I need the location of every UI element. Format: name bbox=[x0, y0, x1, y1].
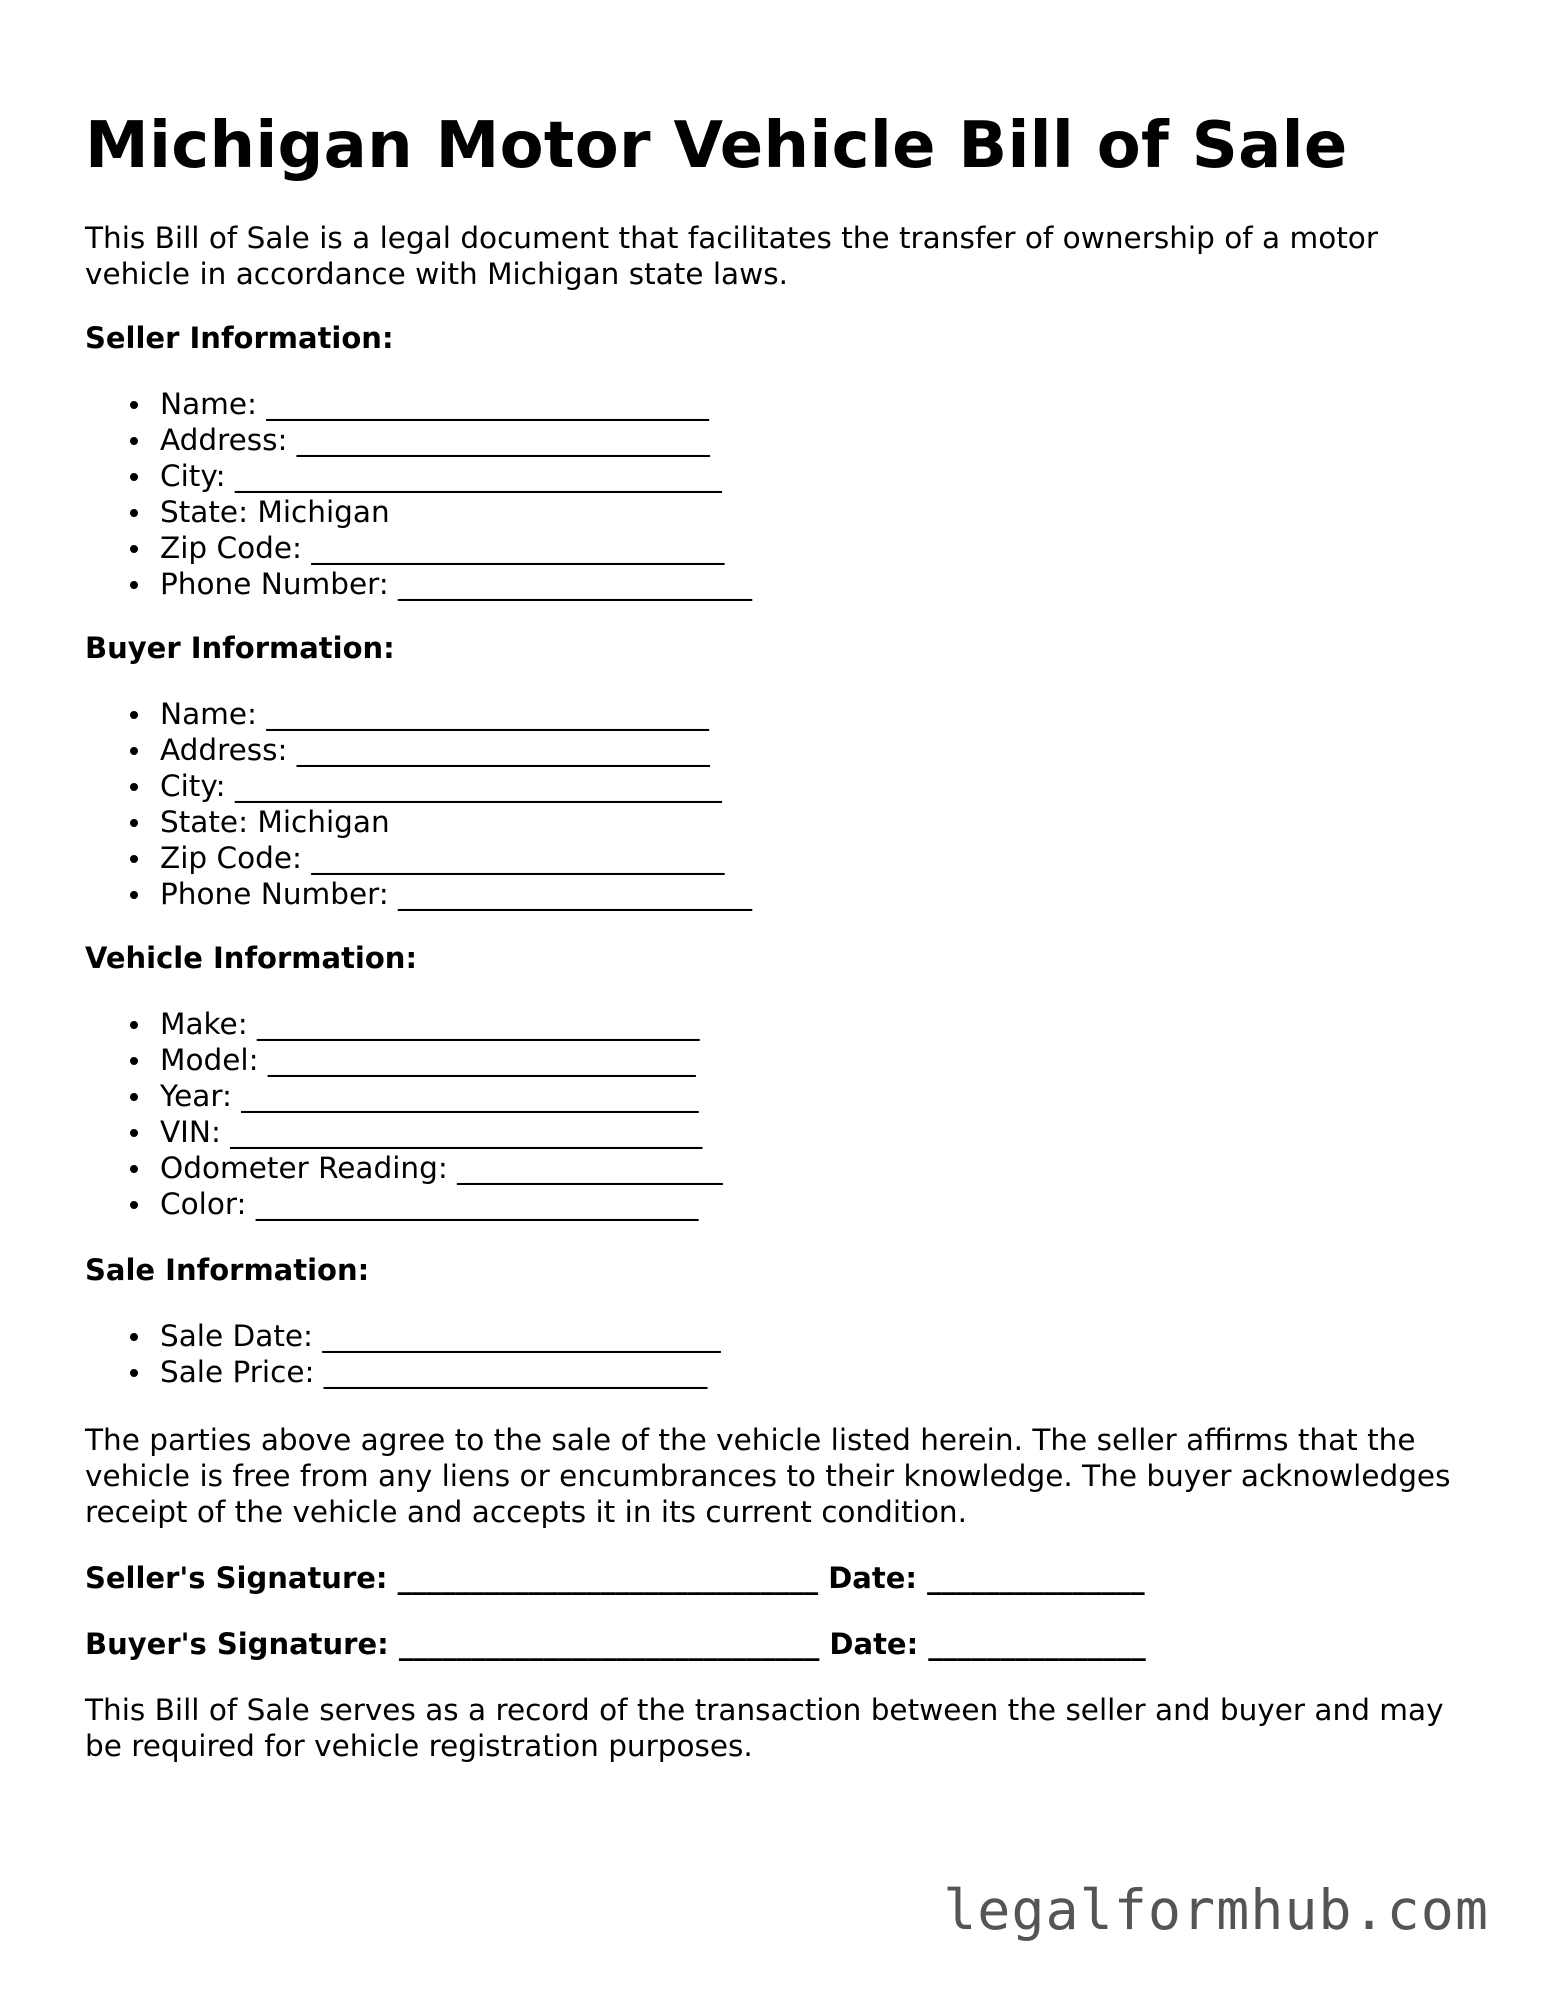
sale-date-field: Sale Date: ___________________________ bbox=[160, 1319, 721, 1353]
vehicle-odometer-field: Odometer Reading: __________________ bbox=[160, 1151, 723, 1185]
buyer-section-heading: Buyer Information: bbox=[85, 631, 395, 665]
buyer-address-field: Address: ____________________________ bbox=[160, 732, 752, 768]
vehicle-fields-list bbox=[85, 1006, 723, 1222]
vehicle-color-field: Color: ______________________________ bbox=[160, 1186, 723, 1222]
sale-price-field: Sale Price: __________________________ bbox=[160, 1354, 721, 1390]
seller-zip-field: Zip Code: ____________________________ bbox=[160, 530, 752, 566]
seller-signature-line: Seller's Signature: _____________________________ Date: _______________ bbox=[85, 1561, 1145, 1595]
vehicle-year-field: Year: _______________________________ bbox=[160, 1078, 723, 1114]
vehicle-model-field: Model: _____________________________ bbox=[160, 1042, 723, 1078]
seller-address-field: Address: ____________________________ bbox=[160, 422, 752, 458]
buyer-fields-list bbox=[85, 696, 752, 912]
seller-fields-list bbox=[85, 386, 752, 602]
buyer-signature-line: Buyer's Signature: _____________________________ Date: _______________ bbox=[85, 1627, 1146, 1661]
seller-name-field: Name: ______________________________ bbox=[160, 386, 752, 422]
closing-paragraph: This Bill of Sale serves as a record of the transaction between the seller and buyer and may be required for vehicle registration purposes. bbox=[85, 1693, 1444, 1763]
intro-paragraph: This Bill of Sale is a legal document that facilitates the transfer of ownership of a motor vehicle in accordance with Michigan state laws. bbox=[85, 221, 1378, 291]
buyer-city-field: City: _________________________________ bbox=[160, 768, 752, 804]
seller-phone-field: Phone Number: ________________________ bbox=[160, 567, 753, 601]
buyer-state-field: State: Michigan bbox=[160, 804, 752, 840]
sale-fields-list bbox=[85, 1318, 721, 1390]
vehicle-vin-field: VIN: ________________________________ bbox=[160, 1114, 723, 1150]
vehicle-make-field: Make: ______________________________ bbox=[160, 1006, 723, 1042]
buyer-name-field: Name: ______________________________ bbox=[160, 696, 752, 732]
seller-state-field: State: Michigan bbox=[160, 494, 752, 530]
watermark-text: legalformhub.com bbox=[943, 1878, 1489, 1942]
agreement-paragraph: The parties above agree to the sale of the vehicle listed herein. The seller affirms that the vehicle is free from any liens or encumbrances to their knowledge. The buyer acknowledges receipt of the vehicle and accepts it in its current condition. bbox=[85, 1423, 1451, 1529]
seller-section-heading: Seller Information: bbox=[85, 321, 394, 355]
document-title: Michigan Motor Vehicle Bill of Sale bbox=[85, 109, 1348, 183]
vehicle-section-heading: Vehicle Information: bbox=[85, 941, 418, 975]
buyer-phone-field: Phone Number: ________________________ bbox=[160, 877, 753, 911]
sale-section-heading: Sale Information: bbox=[85, 1253, 370, 1287]
seller-city-field: City: _________________________________ bbox=[160, 458, 752, 494]
buyer-zip-field: Zip Code: ____________________________ bbox=[160, 840, 752, 876]
